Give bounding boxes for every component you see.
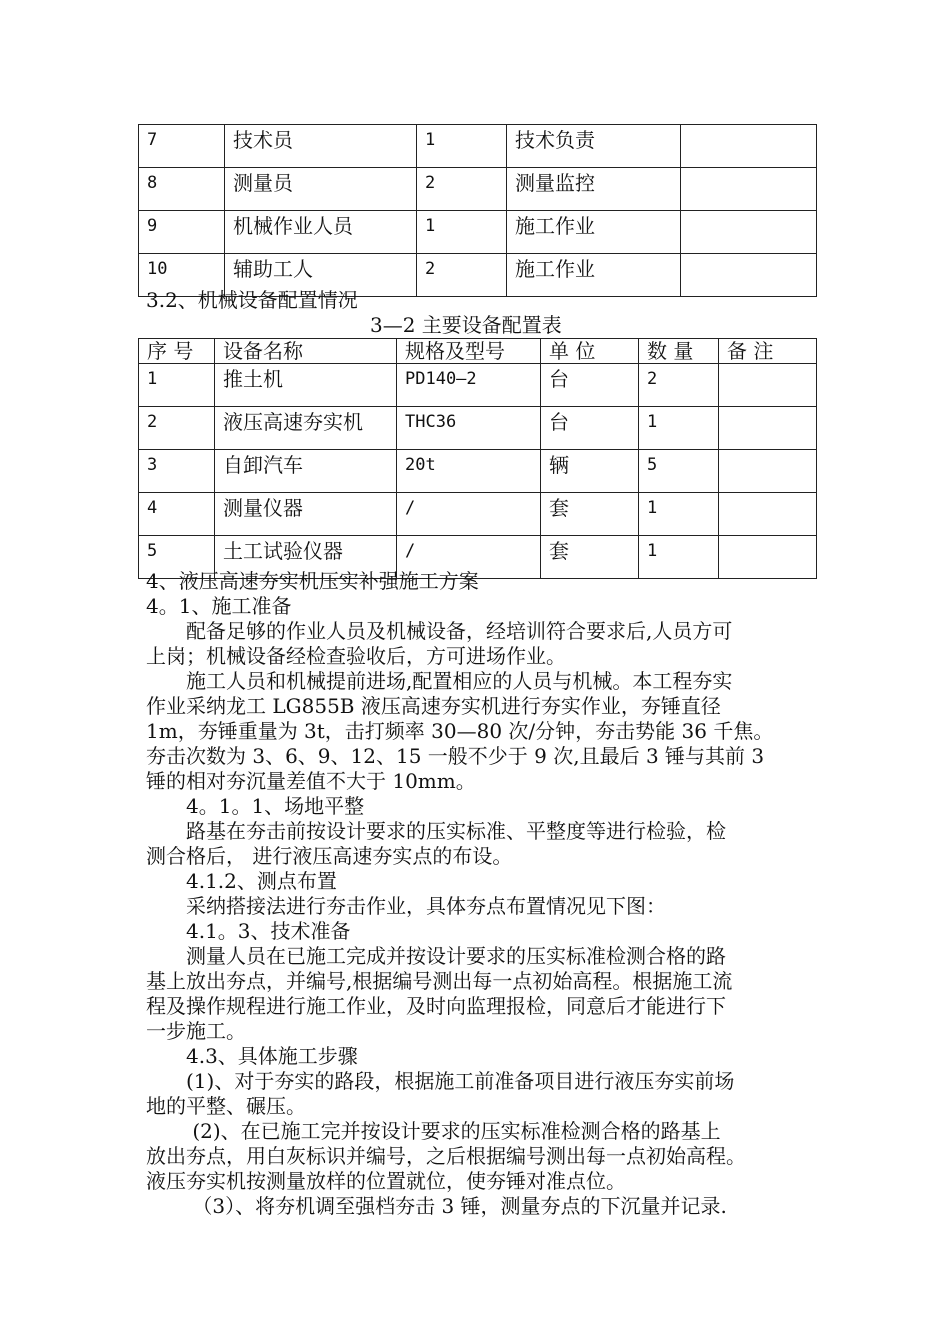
paragraph-line: 路基在夯击前按设计要求的压实标准、平整度等进行检验，检 <box>146 819 726 843</box>
table-row <box>139 211 817 254</box>
staff-duty: 施工作业 <box>507 211 681 254</box>
paragraph-line: (1)、对于夯实的路段，根据施工前准备项目进行液压夯实前场 <box>146 1069 735 1093</box>
equip-no: 5 <box>139 536 215 579</box>
equip-name: 自卸汽车 <box>215 450 397 493</box>
staff-note <box>681 168 817 211</box>
equip-unit: 套 <box>541 536 639 579</box>
paragraph-line: 锤的相对夯沉量差值不大于 10mm。 <box>146 769 476 793</box>
equip-name: 推土机 <box>215 364 397 407</box>
equip-qty: 5 <box>639 450 719 493</box>
staff-no: 7 <box>139 125 225 168</box>
staff-role: 技术员 <box>225 125 417 168</box>
equip-note <box>719 450 817 493</box>
paragraph-line: 配备足够的作业人员及机械设备，经培训符合要求后,人员方可 <box>146 619 733 643</box>
staff-count: 1 <box>417 211 507 254</box>
staff-note <box>681 211 817 254</box>
subsection-heading-4-1-2: 4.1.2、测点布置 <box>146 869 337 893</box>
equip-name: 液压高速夯实机 <box>215 407 397 450</box>
header-cell: 序 号 <box>139 339 215 364</box>
paragraph-line: 地的平整、碾压。 <box>146 1094 306 1118</box>
staff-role: 辅助工人 <box>225 254 417 297</box>
paragraph-line: 程及操作规程进行施工作业，及时向监理报检，同意后才能进行下 <box>146 994 726 1018</box>
equip-qty: 1 <box>639 407 719 450</box>
section-heading-4: 4、液压高速夯实机压实补强施工方案 <box>146 569 479 593</box>
staff-duty: 施工作业 <box>507 254 681 297</box>
equip-spec: / <box>397 493 541 536</box>
header-cell: 设备名称 <box>215 339 397 364</box>
equip-unit: 套 <box>541 493 639 536</box>
table-row <box>139 493 817 536</box>
equip-note <box>719 407 817 450</box>
paragraph-line: 放出夯点，用白灰标识并编号，之后根据编号测出每一点初始高程。 <box>146 1144 746 1168</box>
equip-qty: 1 <box>639 536 719 579</box>
paragraph-line: 采纳搭接法进行夯击作业，具体夯点布置情况见下图： <box>146 894 666 918</box>
equip-note <box>719 493 817 536</box>
staff-role: 机械作业人员 <box>225 211 417 254</box>
paragraph-line: （3）、将夯机调至强档夯击 3 锤，测量夯点的下沉量并记录. <box>146 1194 727 1218</box>
equip-no: 2 <box>139 407 215 450</box>
equipment-table <box>138 338 817 579</box>
staff-count: 2 <box>417 168 507 211</box>
table-row <box>139 364 817 407</box>
equip-no: 3 <box>139 450 215 493</box>
subsection-heading-4-3: 4.3、具体施工步骤 <box>146 1044 358 1068</box>
equip-no: 4 <box>139 493 215 536</box>
section-heading-3-2: 3.2、机械设备配置情况 <box>146 288 358 312</box>
header-cell: 规格及型号 <box>397 339 541 364</box>
equip-qty: 2 <box>639 364 719 407</box>
staff-no: 9 <box>139 211 225 254</box>
staff-count: 1 <box>417 125 507 168</box>
equip-name: 测量仪器 <box>215 493 397 536</box>
staff-note <box>681 125 817 168</box>
staff-no: 10 <box>139 254 225 297</box>
paragraph-line: 施工人员和机械提前进场,配置相应的人员与机械。本工程夯实 <box>146 669 733 693</box>
paragraph-line: 夯击次数为 3、6、9、12、15 一般不少于 9 次,且最后 3 锤与其前 3 <box>146 744 765 768</box>
paragraph-line: (2)、在已施工完并按设计要求的压实标准检测合格的路基上 <box>146 1119 721 1143</box>
table-caption: 3—2 主要设备配置表 <box>370 313 562 337</box>
equip-note <box>719 536 817 579</box>
subsection-heading-4-1-3: 4.1。3、技术准备 <box>146 919 351 943</box>
equip-unit: 辆 <box>541 450 639 493</box>
paragraph-line: 测量人员在已施工完成并按设计要求的压实标准检测合格的路 <box>146 944 726 968</box>
paragraph-line: 液压夯实机按测量放样的位置就位，使夯锤对准点位。 <box>146 1169 626 1193</box>
equip-unit: 台 <box>541 364 639 407</box>
staff-role: 测量员 <box>225 168 417 211</box>
paragraph-line: 一步施工。 <box>146 1019 246 1043</box>
equip-note <box>719 364 817 407</box>
equip-spec: / <box>397 536 541 579</box>
table-row <box>139 125 817 168</box>
equip-spec: THC36 <box>397 407 541 450</box>
subsection-heading-4-1: 4。1、施工准备 <box>146 594 292 618</box>
paragraph-line: 上岗；机械设备经检查验收后，方可进场作业。 <box>146 644 566 668</box>
table-row <box>139 450 817 493</box>
header-cell: 备 注 <box>719 339 817 364</box>
staff-note <box>681 254 817 297</box>
table-row <box>139 168 817 211</box>
staff-duty: 技术负责 <box>507 125 681 168</box>
equip-unit: 台 <box>541 407 639 450</box>
equip-name: 土工试验仪器 <box>215 536 397 579</box>
equip-no: 1 <box>139 364 215 407</box>
equip-spec: PD140—2 <box>397 364 541 407</box>
table-row <box>139 407 817 450</box>
paragraph-line: 测合格后， 进行液压高速夯实点的布设。 <box>146 844 513 868</box>
subsection-heading-4-1-1: 4。1。1、场地平整 <box>146 794 365 818</box>
staff-duty: 测量监控 <box>507 168 681 211</box>
equip-spec: 20t <box>397 450 541 493</box>
paragraph-line: 基上放出夯点，并编号,根据编号测出每一点初始高程。根据施工流 <box>146 969 733 993</box>
header-cell: 数 量 <box>639 339 719 364</box>
staff-count: 2 <box>417 254 507 297</box>
paragraph-line: 作业采纳龙工 LG855B 液压高速夯实机进行夯实作业，夯锤直径 <box>146 694 721 718</box>
table-header-row <box>139 339 817 364</box>
staff-no: 8 <box>139 168 225 211</box>
paragraph-line: 1m，夯锤重量为 3t，击打频率 30—80 次/分钟，夯击势能 36 千焦。 <box>146 719 774 743</box>
header-cell: 单 位 <box>541 339 639 364</box>
staff-table <box>138 124 817 297</box>
equip-qty: 1 <box>639 493 719 536</box>
